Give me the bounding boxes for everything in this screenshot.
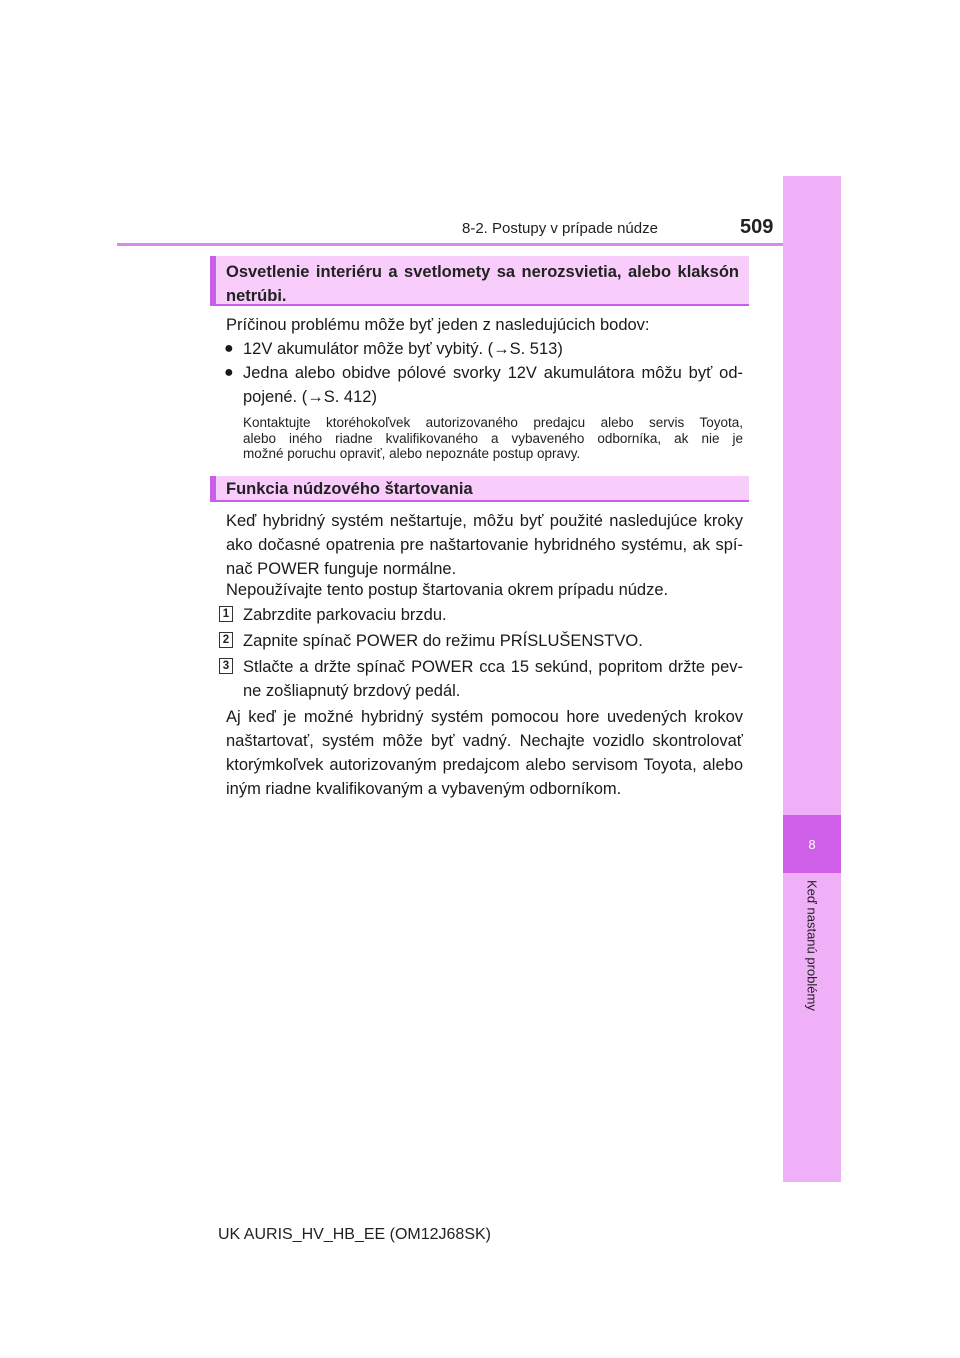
dealer-note-line: Kontaktujte ktoréhokoľvek autorizovaného predajcu alebo servis Toyota, [243,415,743,430]
bullet-icon: ● [224,340,234,357]
header-rule [117,243,841,246]
step-number-box: 2 [219,632,233,648]
section1-intro: Príčinou problému môže byť jeden z nasledujúcich bodov: [226,316,650,334]
section2-intro [226,509,743,581]
closing-line: Aj keď je možné hybridný systém pomocou hore uvedených krokov [226,708,743,726]
chapter-number-tab [783,815,841,873]
dealer-note [243,415,743,462]
bullet-item-battery [243,337,563,361]
step-1-text: Zabrzdite parkovaciu brzdu. [243,606,447,624]
step-number-box: 3 [219,658,233,674]
chapter-title: Keď nastanú problémy [804,880,820,1011]
page-number: 509 [740,216,774,238]
intro-line: ako dočasné opatrenia pre naštartovanie hybridného systému, ak spí- [226,536,743,554]
section-heading-emergency-start: Funkcia núdzového štartovania [210,476,749,502]
bullet-text: pojené. ( [243,388,308,406]
bullet-text: 12V akumulátor môže byť vybitý. ( [243,340,494,358]
chapter-number: 8 [808,836,816,852]
bullet-item-terminals-line1: Jedna alebo obidve pólové svorky 12V akumulátora môžu byť od- [243,364,743,382]
step-number-box: 1 [219,606,233,622]
page-reference-link[interactable]: →S. 513 [493,340,558,358]
bullet-icon: ● [224,364,234,381]
step-3-line: ne zošliapnutý brzdový pedál. [243,682,461,700]
closing-line: naštartovať, systém môže byť vadný. Nechajte vozidlo skontrolovať [226,732,743,750]
step-3-text [243,655,743,703]
bullet-close-paren: ) [557,340,563,358]
emergency-warning: Nepoužívajte tento postup štartovania okrem prípadu núdze. [226,581,669,599]
closing-line: iným riadne kvalifikovaným a vybaveným odborníkom. [226,780,622,798]
closing-paragraph [226,705,743,801]
step-3-line: Stlačte a držte spínač POWER cca 15 sekúnd, popritom držte pev- [243,658,743,676]
page-reference-link[interactable]: →S. 412 [307,388,372,406]
intro-line: Keď hybridný systém neštartuje, môžu byť použité nasledujúce kroky [226,512,743,530]
dealer-note-line: alebo iného riadne kvalifikovaného a vybaveného odborníka, ak nie je [243,430,743,446]
closing-line: ktorýmkoľvek autorizovaným predajcom alebo servisom Toyota, alebo [226,756,743,774]
dealer-note-line: možné poruchu opraviť, alebo nepoznáte postup opravy. [243,446,581,461]
bullet-item-terminals-line2 [243,385,377,409]
manual-code-footer: UK AURIS_HV_HB_EE (OM12J68SK) [218,1226,491,1243]
section-heading-lights-horn: Osvetlenie interiéru a svetlomety sa nerozsvietia, alebo klaksón netrúbi. [210,256,749,306]
bullet-close-paren: ) [371,388,377,406]
chapter-title-tab [783,880,841,1040]
running-header-section: 8-2. Postupy v prípade núdze [462,220,658,237]
step-2-text: Zapnite spínač POWER do režimu PRÍSLUŠENSTVO. [243,632,643,650]
intro-line: nač POWER funguje normálne. [226,560,457,578]
